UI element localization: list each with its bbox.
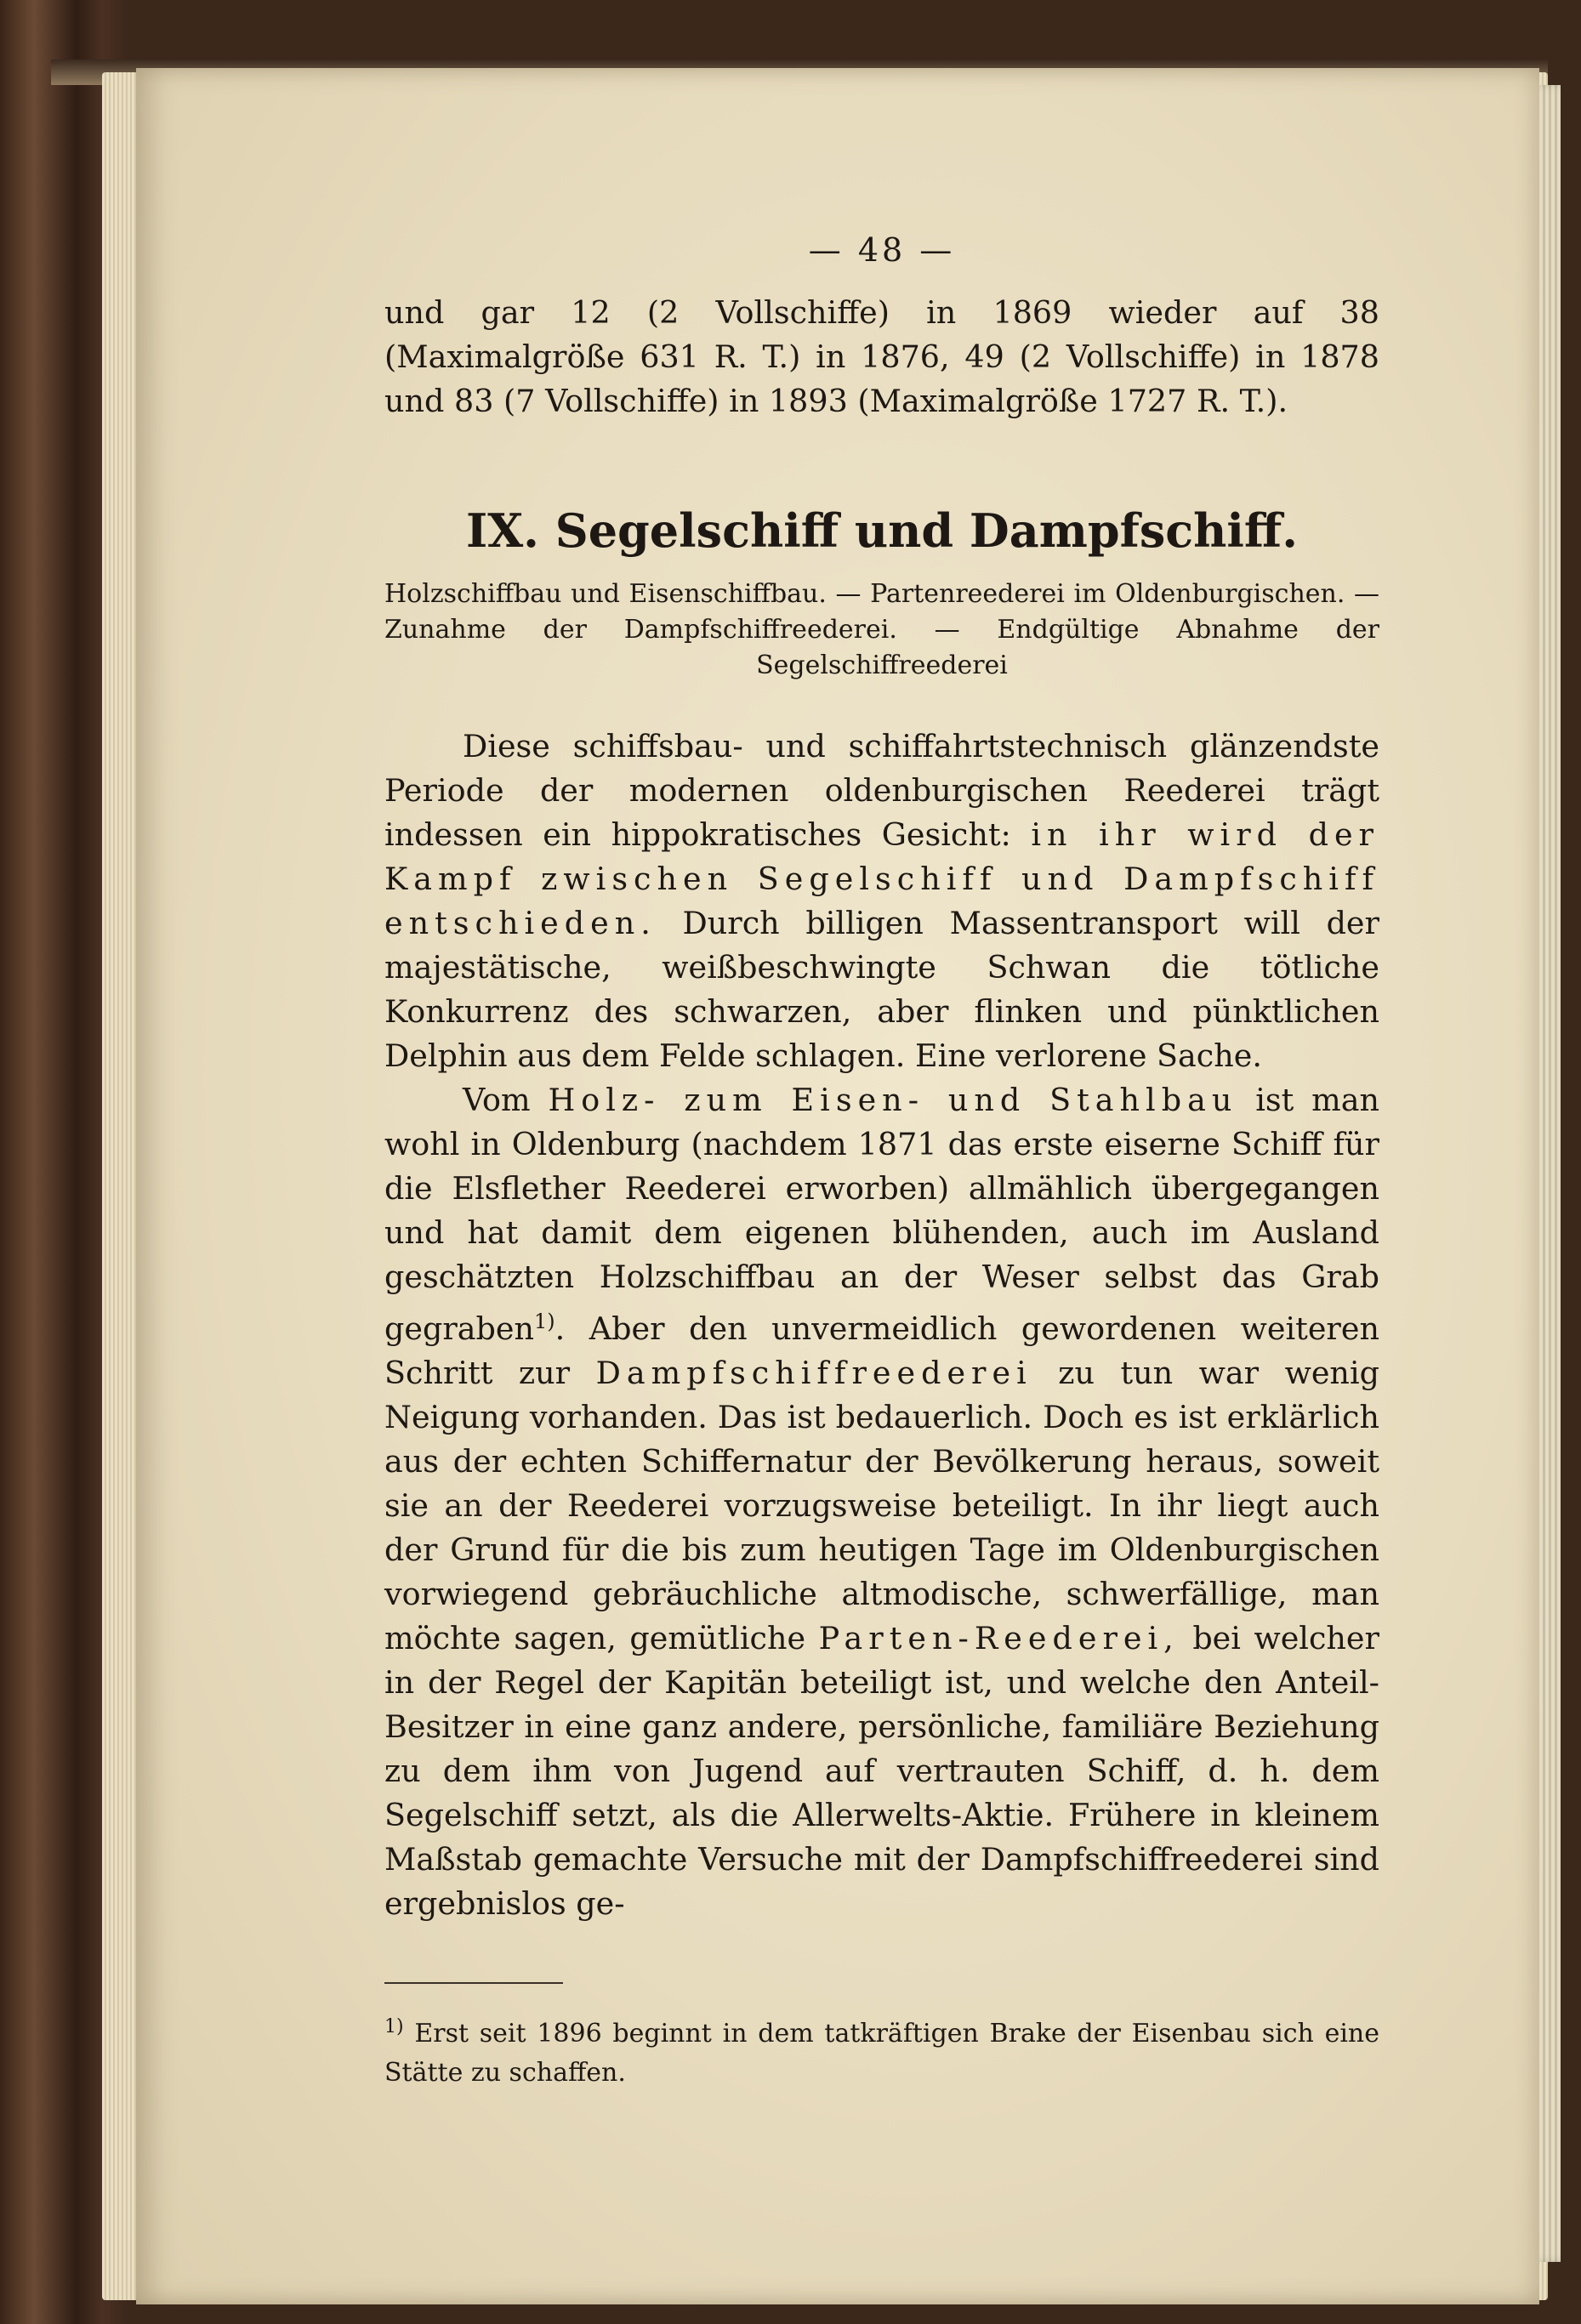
paragraph-1-text-b: Durch billigen Massentransport will der majestätische, weißbeschwingte Schwan die tötliche Konkurrenz des schwarzen, aber flinken und pünktlichen Delphin aus dem Felde schlagen. Eine verlorene Sache. [384, 905, 1379, 1074]
paragraph-2-emphasis-2: Dampfschiffreederei [595, 1355, 1032, 1392]
page-content [384, 231, 1379, 2093]
footnote-mark: 1) [384, 2016, 404, 2038]
footnote [384, 2008, 1379, 2093]
page-number: — 48 — [808, 231, 956, 269]
footnote-text: Erst seit 1896 beginnt in dem tatkräftigen Brake der Eisenbau sich eine Stätte zu schaffen. [384, 2019, 1379, 2088]
paragraph-2 [384, 1078, 1379, 1926]
paragraph-2-text-e: bei welcher in der Regel der Kapitän beteiligt ist, und welche den Anteil-Besitzer in eine ganz andere, persönliche, familiäre Beziehung zu dem ihm von Jugend auf vertrauten Schiff, d. h. dem Segelschiff setzt, als die Allerwelts-Aktie. Frühere in kleinem Maßstab gemachte Versuche mit der Dampfschiffreederei sind ergebnislos ge- [384, 1620, 1379, 1923]
paragraph-1-text-a: Diese schiffsbau- und schiffahrtstechnisch glänzendste Periode der modernen oldenburgischen Reederei trägt indessen ein hippokratisches Gesicht: [384, 728, 1379, 853]
paragraph-2-emphasis-3: Parten-Reederei, [818, 1620, 1180, 1657]
paragraph-2-text-b: ist man wohl in Oldenburg (nachdem 1871 das erste eiserne Schiff für die Elsflether Reederei erworben) allmählich übergegangen und hat damit dem eigenen blühenden, auch im Ausland geschätzten Holzschiffbau an der Weser selbst das Grab gegraben [384, 1082, 1379, 1348]
chapter-summary: Holzschiffbau und Eisenschiffbau. — Partenreederei im Oldenburgischen. — Zunahme der Dampfschiffreederei. — Endgültige Abnahme der Segelschiffreederei [384, 579, 1379, 680]
paragraph-2-text-a: Vom [463, 1082, 531, 1118]
chapter-title: IX. Segelschiff und Dampfschiff. [465, 503, 1299, 558]
paragraph-2-text-c: . Aber den unvermeidlich gewordenen weiteren Schritt zur [384, 1310, 1379, 1392]
footnote-divider [384, 1982, 563, 1984]
footnote-reference: 1) [534, 1310, 555, 1333]
paragraph-1-emphasis: in ihr wird der Kampf zwischen Segelschiff und Dampfschiff entschieden. [384, 816, 1379, 941]
paragraph-2-emphasis-1: Holz- zum Eisen- und Stahlbau [548, 1082, 1238, 1118]
paragraph-2-text-d: zu tun war wenig Neigung vorhanden. Das ist bedauerlich. Doch es ist erklärlich aus der echten Schiffernatur der Bevölkerung heraus, soweit sie an der Reederei vorzugsweise beteiligt. In ihr liegt auch der Grund für die bis zum heutigen Tage im Oldenburgischen vorwiegend gebräuchliche altmodische, schwerfällige, man möchte sagen, gemütliche [384, 1355, 1379, 1657]
continuation-paragraph: und gar 12 (2 Vollschiffe) in 1869 wieder auf 38 (Maximalgröße 631 R. T.) in 1876, 49 (2 Vollschiffe) in 1878 und 83 (7 Vollschiffe) in 1893 (Maximalgröße 1727 R. T.). [384, 294, 1379, 419]
paragraph-1 [384, 724, 1379, 1078]
